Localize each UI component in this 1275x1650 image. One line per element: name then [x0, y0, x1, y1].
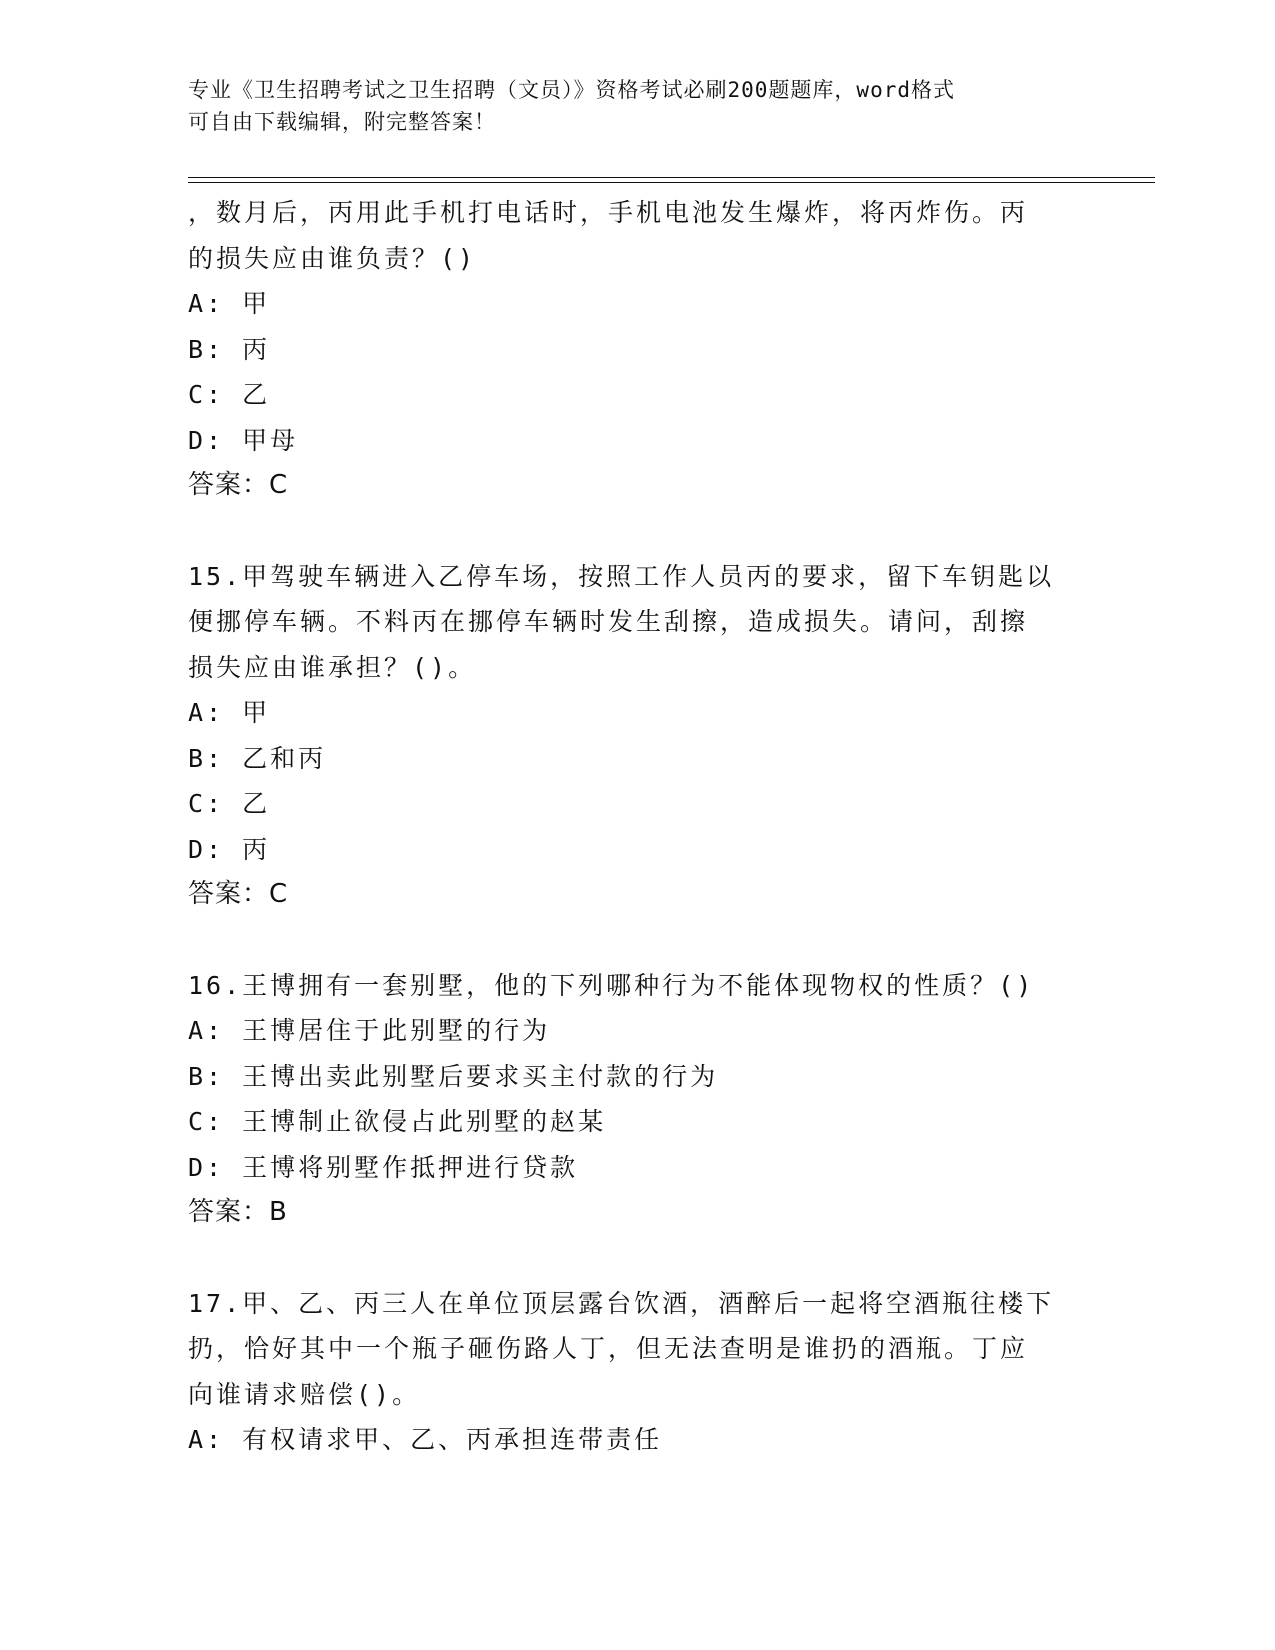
- question-text-line: 扔，恰好其中一个瓶子砸伤路人丁，但无法查明是谁扔的酒瓶。丁应: [188, 1334, 1029, 1363]
- question-text-line: 向谁请求赔偿()。: [188, 1379, 421, 1409]
- option-d: D: 王博将别墅作抵押进行贷款: [188, 1152, 579, 1182]
- question-text-line: ，数月后，丙用此手机打电话时，手机电池发生爆炸，将丙炸伤。丙: [188, 198, 1029, 227]
- spacer: [188, 918, 1088, 963]
- spacer: [188, 509, 1088, 554]
- option-d: D: 丙: [188, 834, 271, 864]
- header-divider-bottom: [188, 182, 1155, 183]
- option-c: C: 乙: [188, 789, 271, 818]
- option-a: A: 有权请求甲、乙、丙承担连带责任: [188, 1425, 663, 1454]
- question-text-line: 15.甲驾驶车辆进入乙停车场，按照工作人员丙的要求，留下车钥匙以: [188, 561, 1055, 591]
- answer-line: 答案：C: [188, 470, 289, 500]
- question-15: [188, 554, 1088, 918]
- question-text-line: 的损失应由谁负责？(): [188, 243, 477, 273]
- question-list: [188, 190, 1088, 1463]
- question-text-line: 便挪停车辆。不料丙在挪停车辆时发生刮擦，造成损失。请问，刮擦: [188, 607, 1029, 636]
- option-b: B: 王博出卖此别墅后要求买主付款的行为: [188, 1061, 719, 1091]
- option-a: A: 甲: [188, 698, 271, 727]
- header-divider-top: [188, 177, 1155, 178]
- answer-line: 答案：C: [188, 879, 289, 909]
- option-c: C: 王博制止欲侵占此别墅的赵某: [188, 1107, 607, 1136]
- answer-line: 答案：B: [188, 1197, 288, 1227]
- option-b: B: 丙: [188, 334, 271, 364]
- header-title-line-1: 专业《卫生招聘考试之卫生招聘（文员）》资格考试必刷200题题库，word格式: [188, 78, 955, 102]
- question-16: [188, 963, 1088, 1236]
- option-b: B: 乙和丙: [188, 743, 327, 773]
- question-17: [188, 1281, 1088, 1463]
- spacer: [188, 1236, 1088, 1281]
- question-14: [188, 190, 1088, 509]
- question-text-line: 16.王博拥有一套别墅，他的下列哪种行为不能体现物权的性质？(): [188, 970, 1035, 1000]
- question-text-line: 17.甲、乙、丙三人在单位顶层露台饮酒，酒醉后一起将空酒瓶往楼下: [188, 1288, 1055, 1318]
- option-d: D: 甲母: [188, 425, 299, 455]
- document-header: [188, 74, 1088, 138]
- option-c: C: 乙: [188, 380, 271, 409]
- header-title-line-2: 可自由下载编辑，附完整答案！: [188, 110, 496, 134]
- option-a: A: 王博居住于此别墅的行为: [188, 1016, 551, 1045]
- option-a: A: 甲: [188, 289, 271, 318]
- question-text-line: 损失应由谁承担？()。: [188, 652, 477, 682]
